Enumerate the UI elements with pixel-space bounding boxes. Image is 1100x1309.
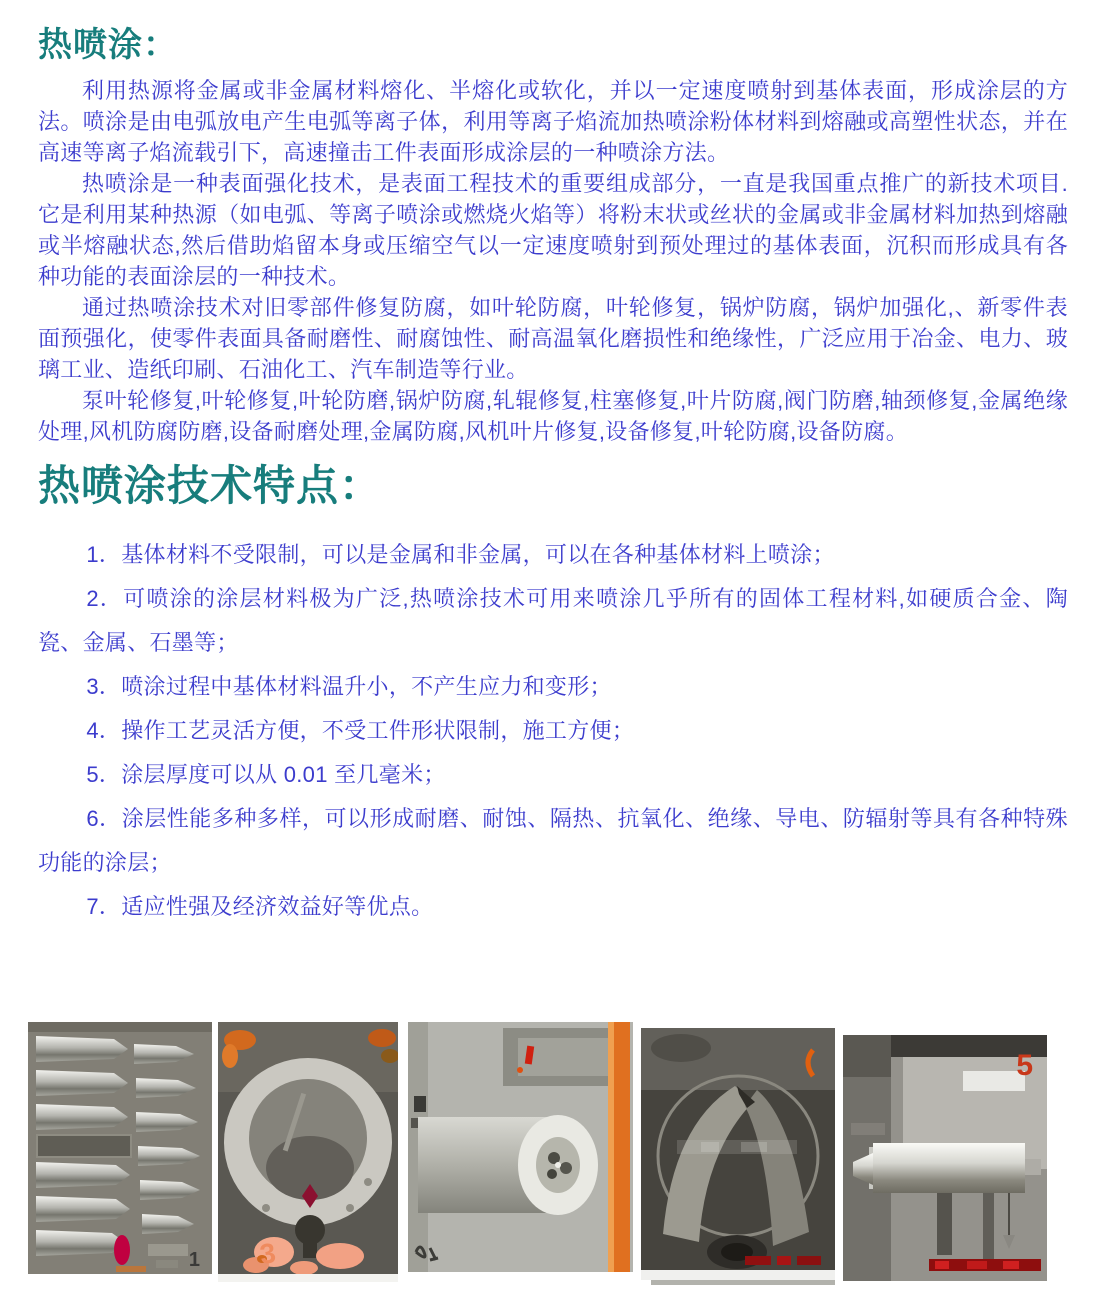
impeller-image xyxy=(641,1028,835,1288)
photo-index-label: 3 xyxy=(257,1237,278,1270)
page-title: 热喷涂： xyxy=(38,26,178,64)
features-heading: 热喷涂技术特点： xyxy=(38,462,383,510)
photo-strip xyxy=(0,1022,1100,1309)
photo-metal-shafts xyxy=(28,1022,212,1274)
feature-item-7: 7．适应性强及经济效益好等优点。 xyxy=(86,894,434,920)
feature-item-5: 5．涂层厚度可以从 0.01 至几毫米； xyxy=(86,762,446,788)
photo-sprayed-shaft xyxy=(843,1035,1047,1281)
intro-paragraph-1: 利用热源将金属或非金属材料熔化、半熔化或软化，并以一定速度喷射到基体表面，形成涂层的方法。喷涂是由电弧放电产生电弧等离子体，利用等离子焰流加热喷涂粉体材料到熔融或高塑性状态，并在高速等离子焰流载引下，高速撞击工件表面形成涂层的一种喷涂方法。 xyxy=(38,78,1068,166)
photo-ceramic-ring xyxy=(218,1022,398,1282)
coated-roller-image xyxy=(408,1022,633,1272)
photo-impeller xyxy=(641,1028,835,1288)
feature-item-6: 6．涂层性能多种多样，可以形成耐磨、耐蚀、隔热、抗氧化、绝缘、导电、防辐射等具有各种特殊功能的涂层； xyxy=(38,806,1068,876)
feature-item-1: 1．基体材料不受限制，可以是金属和非金属，可以在各种基体材料上喷涂； xyxy=(86,542,835,568)
photo-index-label: 5 xyxy=(1016,1049,1033,1082)
intro-paragraph-4: 泵叶轮修复,叶轮修复,叶轮防磨,锅炉防腐,轧辊修复,柱塞修复,叶片防腐,阀门防磨,轴颈修复,金属绝缘处理,风机防腐防磨,设备耐磨处理,金属防腐,风机叶片修复,设备修复,叶轮防腐,设备防腐。 xyxy=(38,388,1068,445)
intro-paragraph-3: 通过热喷涂技术对旧零部件修复防腐，如叶轮防腐，叶轮修复，锅炉防腐，锅炉加强化,、新零件表面预强化，使零件表面具备耐磨性、耐腐蚀性、耐高温氧化磨损性和绝缘性，广泛应用于冶金、电力、玻璃工业、造纸印刷、石油化工、汽车制造等行业。 xyxy=(38,295,1068,383)
feature-item-2: 2．可喷涂的涂层材料极为广泛,热喷涂技术可用来喷涂几乎所有的固体工程材料,如硬质合金、陶瓷、金属、石墨等； xyxy=(38,586,1068,656)
ceramic-ring-image xyxy=(218,1022,398,1282)
photo-coated-roller xyxy=(408,1022,633,1272)
photo-index-label: 1 xyxy=(188,1249,200,1271)
metal-shafts-image xyxy=(28,1022,212,1274)
feature-item-3: 3．喷涂过程中基体材料温升小，不产生应力和变形； xyxy=(86,674,612,700)
intro-paragraph-2: 热喷涂是一种表面强化技术，是表面工程技术的重要组成部分，一直是我国重点推广的新技术项目.它是利用某种热源（如电弧、等离子喷涂或燃烧火焰等）将粉末状或丝状的金属或非金属材料加热到熔融或半熔融状态,然后借助焰留本身或压缩空气以一定速度喷射到预处理过的基体表面，沉积而形成具有各种功能的表面涂层的一种技术。 xyxy=(38,171,1068,290)
article-body xyxy=(38,0,1068,929)
feature-item-4: 4．操作工艺灵活方便，不受工件形状限制，施工方便； xyxy=(86,718,635,744)
